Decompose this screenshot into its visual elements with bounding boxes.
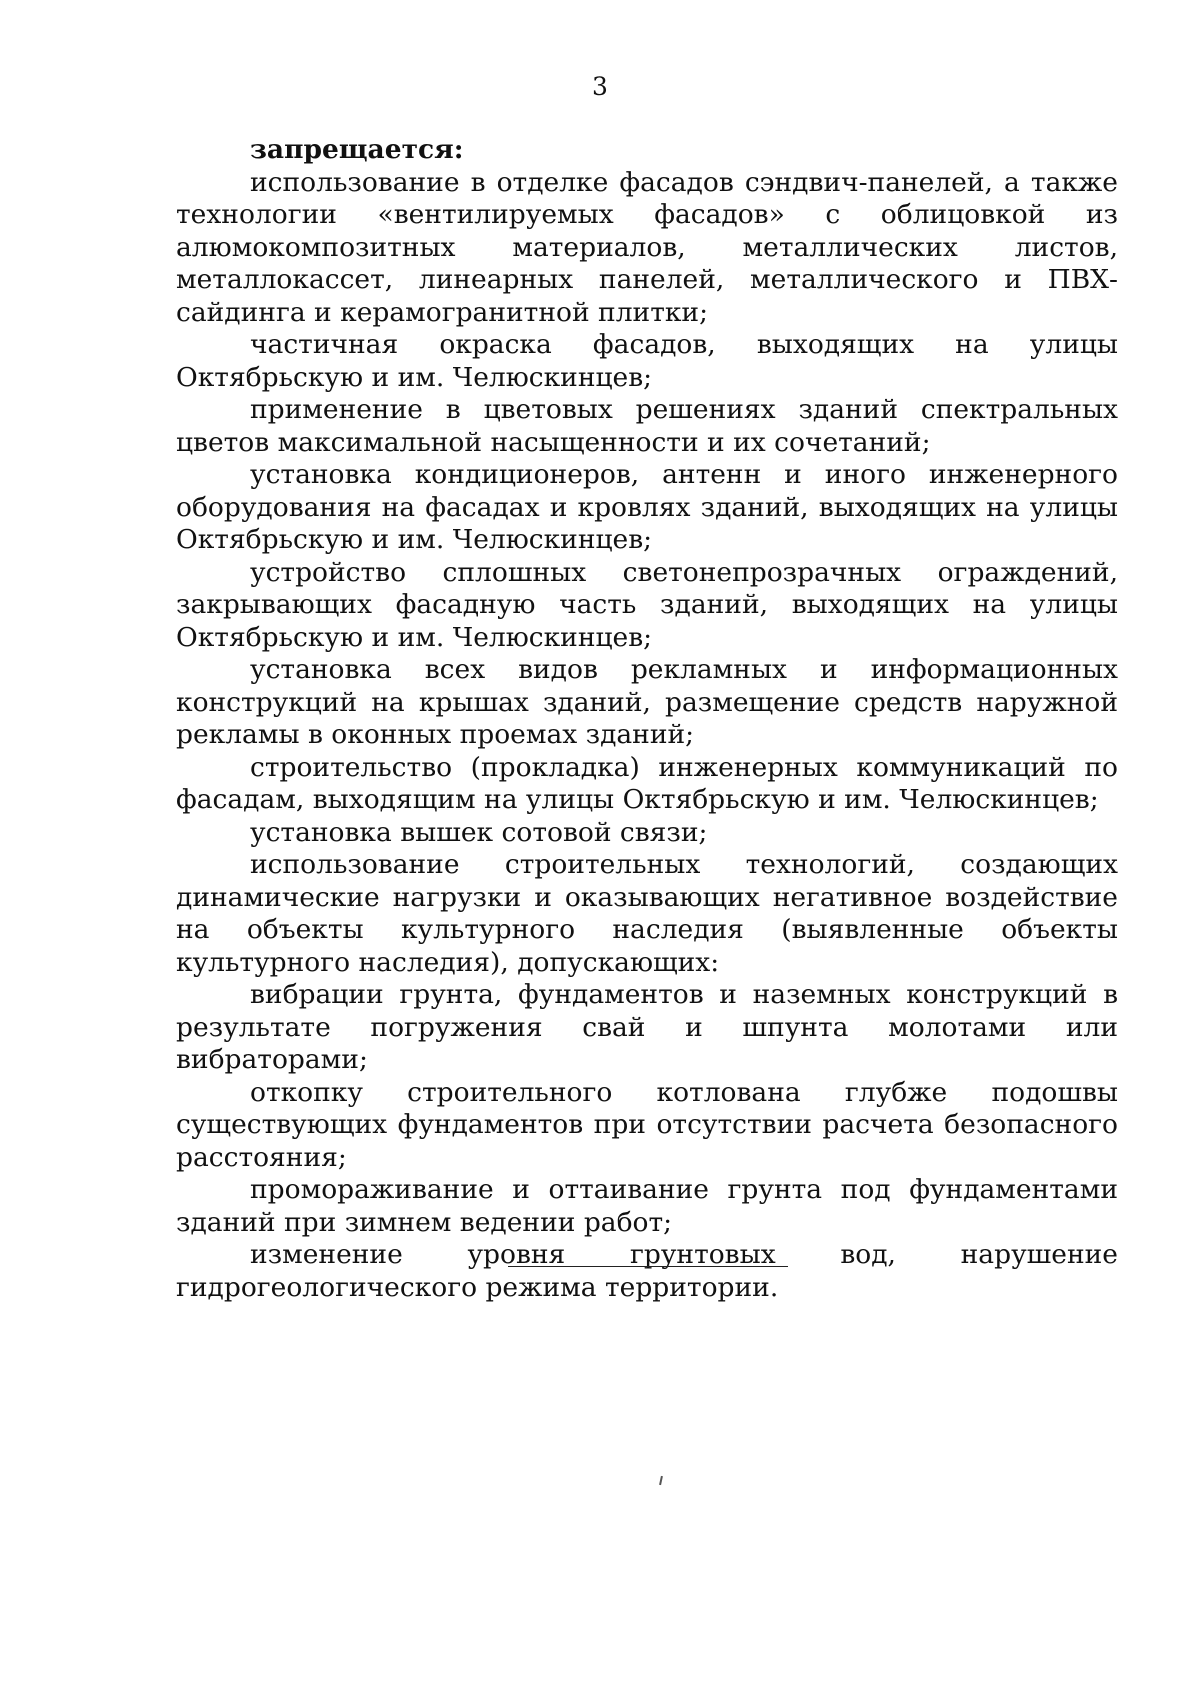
section-heading: запрещается: [250, 134, 464, 165]
list-item: откопку строительного котлована глубже подошвы существующих фундаментов при отсутствии расчета безопасного расстояния; [176, 1076, 1118, 1173]
document-body [176, 134, 1118, 1304]
list-item: применение в цветовых решениях зданий спектральных цветов максимальной насыщенности и их сочетаний; [176, 394, 1118, 458]
list-item: использование строительных технологий, создающих динамические нагрузки и оказывающих негативное воздействие на объекты культурного наследия (выявленные объекты культурного наследия), допускающих: [176, 849, 1118, 978]
list-item: промораживание и оттаивание грунта под фундаментами зданий при зимнем ведении работ; [176, 1174, 1118, 1238]
closing-divider [508, 1266, 788, 1267]
list-item: использование в отделке фасадов сэндвич-панелей, а также технологии «вентилируемых фасадов» с облицовкой из алюмокомпозитных материалов, металлических листов, металлокассет, линеарных панелей, металлического и ПВХ-сайдинга и керамогранитной плитки; [176, 166, 1118, 328]
list-item: установка всех видов рекламных и информационных конструкций на крышах зданий, размещение средств наружной рекламы в оконных проемах зданий; [176, 654, 1118, 750]
list-item: строительство (прокладка) инженерных коммуникаций по фасадам, выходящим на улицы Октябрьскую и им. Челюскинцев; [176, 751, 1118, 815]
list-item: установка вышек сотовой связи; [250, 816, 708, 848]
list-item: частичная окраска фасадов, выходящих на улицы Октябрьскую и им. Челюскинцев; [176, 329, 1118, 393]
list-item: вибрации грунта, фундаментов и наземных конструкций в результате погружения свай и шпунта молотами или вибраторами; [176, 979, 1118, 1075]
list-item: изменение уровня грунтовых вод, нарушение гидрогеологического режима территории. [176, 1239, 1118, 1303]
list-item: устройство сплошных светонепрозрачных ограждений, закрывающих фасадную часть зданий, выходящих на улицы Октябрьскую и им. Челюскинцев; [176, 556, 1118, 653]
page-number: 3 [592, 72, 608, 101]
list-item: установка кондиционеров, антенн и иного инженерного оборудования на фасадах и кровлях зданий, выходящих на улицы Октябрьскую и им. Челюскинцев; [176, 459, 1118, 555]
scan-artifact [659, 1476, 663, 1485]
